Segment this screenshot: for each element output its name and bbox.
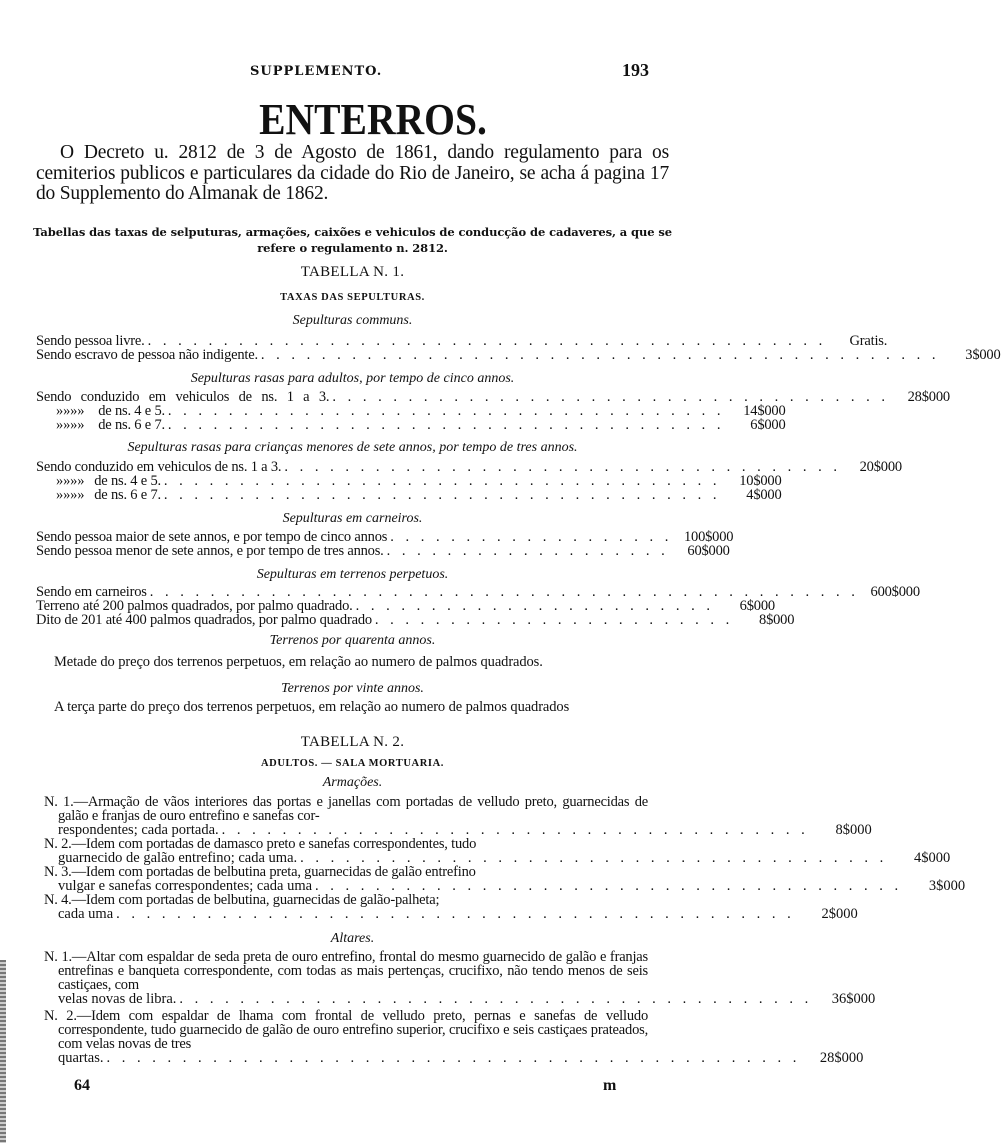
row-value: 3$000 bbox=[965, 347, 1001, 363]
row-label: de ns. 4 e 5. bbox=[94, 473, 161, 489]
item-text-wrap bbox=[36, 950, 669, 992]
row-value: 8$000 bbox=[759, 612, 795, 628]
page-number: 193 bbox=[622, 60, 649, 80]
section-heading: Altares. bbox=[330, 931, 375, 946]
ditto-mark: » bbox=[77, 417, 85, 433]
ditto-mark: » bbox=[63, 473, 71, 489]
ditto-mark: » bbox=[56, 403, 64, 419]
row-value: 60$000 bbox=[687, 543, 730, 559]
item-price: 3$000 bbox=[928, 878, 966, 894]
list-item bbox=[36, 892, 858, 922]
signature-letter: m bbox=[603, 1077, 617, 1094]
leader-dots: . . . . . . . . . . . . . . . . . . . . . . . . . . . . . . . . . . . . . bbox=[163, 473, 721, 489]
row-value: 10$000 bbox=[739, 473, 782, 489]
leader-dots: . . . . . . . . . . . . . . . . . . . . . . . . . . . . . . . . . . . . . . . . . . . . . bbox=[260, 347, 940, 363]
row-label: Dito de 201 até 400 palmos quadrados, por palmo quadrado bbox=[36, 612, 372, 628]
list-item bbox=[36, 1008, 864, 1066]
intro-text: O Decreto u. 2812 de 3 de Agosto de 1861, dando regulamento para os cemiterios publicos e particulares da cidade do Rio de Janeiro, se acha á pagina 17 do Supplemento do Almanak de 1862. bbox=[36, 142, 669, 204]
leader-dots: . . . . . . . . . . . . . . . . . . . . . . . . . . . . . . . . . . . . . . . . . . . . . . . bbox=[149, 584, 859, 600]
item-text-wrap bbox=[36, 1009, 669, 1051]
section-heading: Sepulturas em carneiros. bbox=[282, 511, 423, 526]
leader-dots: . . . . . . . . . . . . . . . . . . . bbox=[390, 529, 673, 545]
item-price: 28$000 bbox=[819, 1050, 864, 1066]
item-price: 4$000 bbox=[914, 850, 951, 866]
intro-paragraph bbox=[36, 143, 669, 205]
list-item bbox=[36, 949, 876, 1007]
row-label: Sendo escravo de pessoa não indigente. bbox=[36, 347, 258, 363]
vinte-text: A terça parte do preço dos terrenos perpetuos, em relação ao numero de palmos quadrados bbox=[54, 699, 570, 715]
ditto-mark: » bbox=[63, 403, 71, 419]
leader-dots: . . . . . . . . . . . . . . . . . . . . . . . . . . . . . . . . . . . . . bbox=[284, 459, 841, 475]
leader-dots: . . . . . . . . . . . . . . . . . . . . . . . . . . . . . . . . . . . . . . . . . . . . . bbox=[147, 333, 827, 349]
table-row bbox=[36, 487, 782, 503]
leader-dots: . . . . . . . . . . . . . . . . . . . bbox=[386, 543, 669, 559]
table-row bbox=[36, 389, 950, 405]
carneiros-rows bbox=[36, 529, 734, 559]
section-heading: Armações. bbox=[322, 775, 383, 790]
item-text-end: vulgar e sanefas correspondentes; cada uma bbox=[58, 878, 313, 894]
row-label: Sendo em carneiros bbox=[36, 584, 147, 600]
item-price-row bbox=[36, 991, 876, 1007]
item-text-end: guarnecido de galão entrefino; cada uma. bbox=[58, 850, 298, 866]
table-row bbox=[36, 333, 888, 349]
page-title: ENTERROS. bbox=[259, 95, 487, 144]
leader-dots: . . . . . . . . . . . . . . . . . . . . . . . . . . . . . . . . . . . . . . . . . . . . . bbox=[116, 906, 795, 922]
row-label: Sendo conduzido em vehiculos de ns. 1 a 3. bbox=[36, 459, 282, 475]
row-value: 28$000 bbox=[907, 389, 950, 405]
ditto-mark: » bbox=[56, 473, 64, 489]
table-row bbox=[36, 584, 920, 600]
section-heading: Sepulturas rasas para adultos, por tempo de cinco annos. bbox=[190, 371, 515, 386]
row-value: 6$000 bbox=[739, 598, 775, 614]
leader-dots: . . . . . . . . . . . . . . . . . . . . . . . . . . . . . . . . . . . . . bbox=[163, 487, 721, 503]
ditto-mark: » bbox=[70, 403, 78, 419]
leader-dots: . . . . . . . . . . . . . . . . . . . . . . . . . . . . . . . . . . . . . . . . . . . . . . bbox=[106, 1050, 801, 1066]
row-value: 4$000 bbox=[746, 487, 782, 503]
list-item bbox=[36, 836, 951, 866]
running-title: SUPPLEMENTO. bbox=[250, 64, 383, 79]
item-text-end: cada uma bbox=[58, 906, 114, 922]
book-binding-edge bbox=[0, 960, 6, 1143]
item-price-row bbox=[36, 822, 872, 838]
table-1-title: TABELLA N. 1. bbox=[300, 264, 405, 280]
item-text-end: quartas. bbox=[58, 1050, 104, 1066]
item-price-row bbox=[36, 878, 966, 894]
section-heading: Sepulturas communs. bbox=[292, 313, 413, 328]
table-1-subtitle: TAXAS DAS SEPULTURAS. bbox=[280, 292, 425, 303]
row-label: Sendo pessoa livre. bbox=[36, 333, 145, 349]
row-label: de ns. 4 e 5. bbox=[98, 403, 165, 419]
criancas-rows bbox=[36, 459, 902, 503]
ditto-mark: » bbox=[77, 487, 85, 503]
table-row bbox=[36, 459, 902, 475]
leader-dots: . . . . . . . . . . . . . . . . . . . . . . . . . . . . . . . . . . . . . bbox=[167, 417, 725, 433]
item-price-row bbox=[36, 850, 951, 866]
tables-heading: Tabellas das taxas de selputuras, armações, caixões e vehiculos de conducção de cadaveres, a que se refere o regulamento n. 2812. bbox=[33, 225, 672, 255]
table-row bbox=[36, 473, 782, 489]
armacoes-items bbox=[36, 794, 966, 922]
table-2-title: TABELLA N. 2. bbox=[300, 734, 405, 750]
item-price-row bbox=[36, 1050, 864, 1066]
table-row bbox=[36, 543, 730, 559]
ditto-mark: » bbox=[56, 487, 64, 503]
table-row bbox=[36, 403, 786, 419]
leader-dots: . . . . . . . . . . . . . . . . . . . . . . . . . . . . . . . . . . . . . bbox=[332, 389, 889, 405]
item-text-wrap bbox=[36, 865, 669, 879]
ditto-mark: » bbox=[63, 487, 71, 503]
row-label: de ns. 6 e 7. bbox=[98, 417, 165, 433]
item-text-end: respondentes; cada portada. bbox=[58, 822, 219, 838]
ditto-mark: » bbox=[70, 417, 78, 433]
altares-items bbox=[36, 949, 876, 1066]
item-text-wrap bbox=[36, 893, 669, 907]
leader-dots: . . . . . . . . . . . . . . . . . . . . . . . . . . . . . . . . . . . . . . . . . . bbox=[179, 991, 813, 1007]
table-row bbox=[36, 417, 786, 433]
row-value: 600$000 bbox=[870, 584, 920, 600]
item-text: N. 2.—Idem com espaldar de lhama com frontal de velludo preto, pernas e sanefas de velludo correspondente, tudo guarnecido de galão de ouro entrefino superior, crucifixo e seis castiçaes prateados, com velas novas de tres bbox=[44, 1008, 648, 1052]
ditto-mark: » bbox=[70, 473, 78, 489]
list-item bbox=[36, 864, 966, 894]
item-text-end: velas novas de libra. bbox=[58, 991, 177, 1007]
table-2-subtitle: ADULTOS. — SALA MORTUARIA. bbox=[261, 758, 444, 769]
table-row bbox=[36, 598, 775, 614]
item-text: N. 2.—Idem com portadas de damasco preto e sanefas correspondentes, tudo bbox=[44, 836, 477, 852]
item-price: 8$000 bbox=[835, 822, 872, 838]
section-heading: Sepulturas rasas para crianças menores de sete annos, por tempo de tres annos. bbox=[127, 440, 578, 455]
leader-dots: . . . . . . . . . . . . . . . . . . . . . . . . . . . . . . . . . . . . . . . bbox=[300, 850, 888, 866]
ditto-mark: » bbox=[70, 487, 78, 503]
leader-dots: . . . . . . . . . . . . . . . . . . . . . . . . bbox=[355, 598, 714, 614]
table-row bbox=[36, 612, 795, 628]
row-value: 100$000 bbox=[683, 529, 734, 545]
leader-dots: . . . . . . . . . . . . . . . . . . . . . . . . bbox=[374, 612, 734, 628]
item-text: N. 1.—Armação de vãos interiores das portas e janellas com portadas de velludo preto, guarnecidas de galão e franjas de ouro entrefino e sanefas cor- bbox=[44, 794, 648, 824]
adultos-rows bbox=[36, 389, 950, 433]
list-item bbox=[36, 794, 872, 838]
perpetuos-rows bbox=[36, 584, 920, 628]
item-price: 2$000 bbox=[821, 906, 858, 922]
item-price-row bbox=[36, 906, 858, 922]
quarenta-text: Metade do preço dos terrenos perpetuos, em relação ao numero de palmos quadrados. bbox=[54, 654, 543, 670]
item-text-wrap bbox=[36, 837, 669, 851]
signature-mark: 64 bbox=[74, 1077, 90, 1094]
table-row bbox=[36, 347, 1001, 363]
leader-dots: . . . . . . . . . . . . . . . . . . . . . . . . . . . . . . . . . . . . . . . bbox=[315, 878, 903, 894]
item-text-wrap bbox=[36, 795, 669, 823]
section-heading: Terrenos por vinte annos. bbox=[281, 681, 424, 696]
leader-dots: . . . . . . . . . . . . . . . . . . . . . . . . . . . . . . . . . . . . . bbox=[167, 403, 725, 419]
communs-rows bbox=[36, 333, 1001, 363]
row-label: Terreno até 200 palmos quadrados, por palmo quadrado. bbox=[36, 598, 353, 614]
row-value: 6$000 bbox=[750, 417, 786, 433]
item-text: N. 3.—Idem com portadas de belbutina preta, guarnecidas de galão entrefino bbox=[44, 864, 476, 880]
row-label: Sendo pessoa menor de sete annos, e por tempo de tres annos. bbox=[36, 543, 384, 559]
row-label: Sendo conduzido em vehiculos de ns. 1 a 3. bbox=[36, 389, 330, 405]
section-heading: Terrenos por quarenta annos. bbox=[269, 633, 436, 648]
row-value: Gratis. bbox=[849, 333, 888, 349]
row-value: 20$000 bbox=[859, 459, 902, 475]
ditto-mark: » bbox=[77, 403, 85, 419]
item-price: 36$000 bbox=[831, 991, 876, 1007]
item-text: N. 4.—Idem com portadas de belbutina, guarnecidas de galão-palheta; bbox=[44, 892, 440, 908]
ditto-mark: » bbox=[56, 417, 64, 433]
ditto-mark: » bbox=[63, 417, 71, 433]
leader-dots: . . . . . . . . . . . . . . . . . . . . . . . . . . . . . . . . . . . . . . . bbox=[221, 822, 809, 838]
row-label: de ns. 6 e 7. bbox=[94, 487, 161, 503]
item-text: N. 1.—Altar com espaldar de seda preta de ouro entrefino, frontal do mesmo guarnecido de galão e franjas entrefinas e banqueta correspondente, com todas as mais pertenças, crucifixo, não tendo menos de seis castiçaes, com bbox=[44, 949, 648, 993]
ditto-mark: » bbox=[77, 473, 85, 489]
row-value: 14$000 bbox=[743, 403, 786, 419]
table-row bbox=[36, 529, 734, 545]
section-heading: Sepulturas em terrenos perpetuos. bbox=[256, 567, 449, 582]
row-label: Sendo pessoa maior de sete annos, e por tempo de cinco annos bbox=[36, 529, 388, 545]
